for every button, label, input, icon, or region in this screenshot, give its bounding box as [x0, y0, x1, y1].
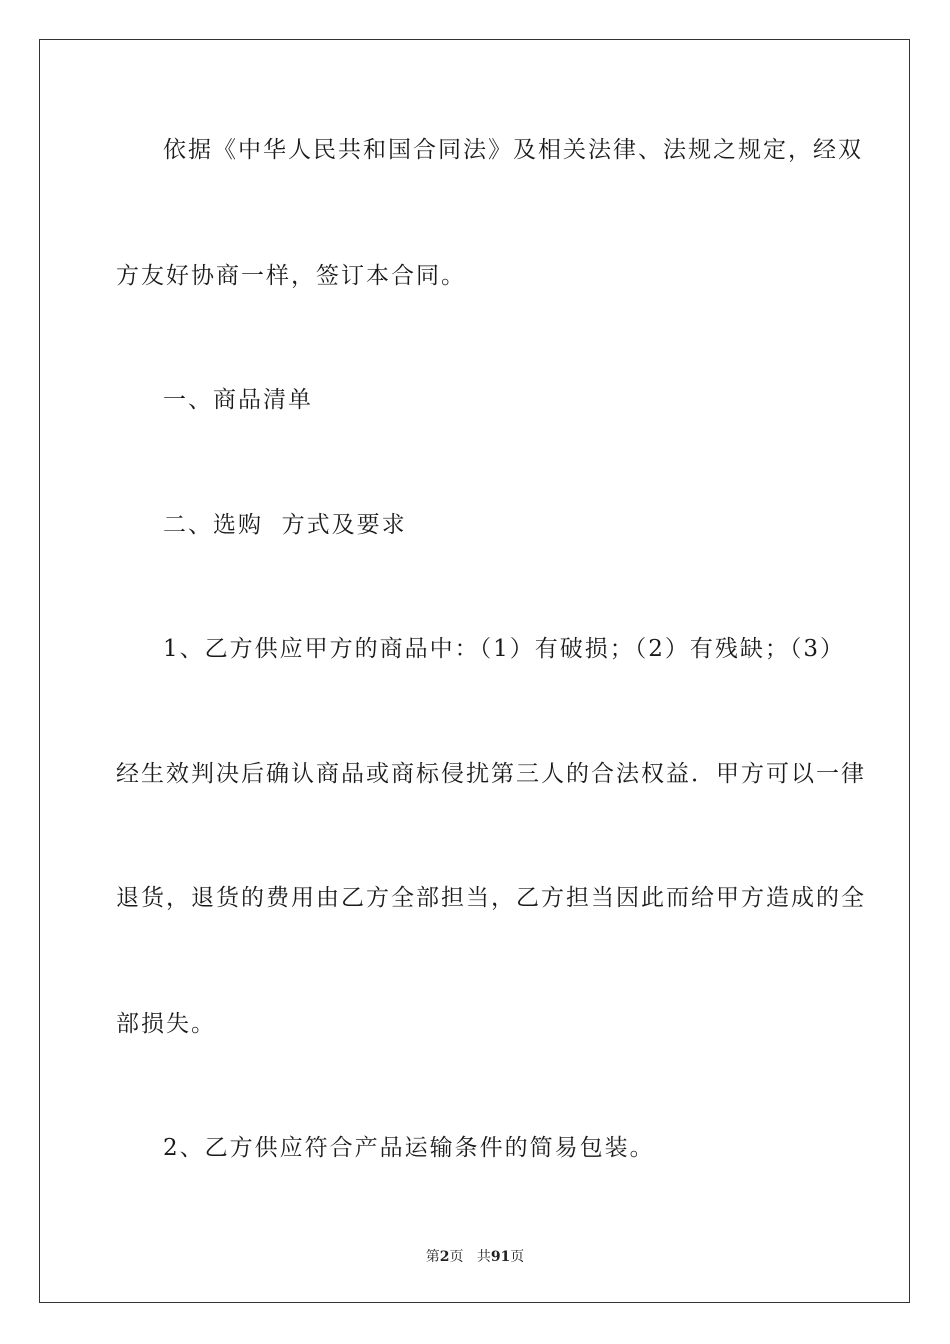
clause-1-line-3: 退货，退货的费用由乙方全部担当，乙方担当因此而给甲方造成的全: [116, 885, 866, 911]
footer-total-suffix: 页: [510, 1249, 525, 1265]
footer-page-suffix: 页: [449, 1249, 464, 1265]
section-heading-1: 一、商品清单: [163, 387, 313, 413]
footer-total-prefix: 共: [476, 1249, 491, 1265]
clause-1-line-1: 1、乙方供应甲方的商品中：（1）有破损；（2）有残缺；（3）: [163, 636, 846, 662]
clause-1-line-2: 经生效判决后确认商品或商标侵扰第三人的合法权益．甲方可以一律: [116, 761, 866, 787]
page-footer: [0, 1246, 950, 1266]
footer-page-number: 2: [439, 1249, 450, 1265]
clause-2-line-1: 2、乙方供应符合产品运输条件的简易包装。: [163, 1135, 655, 1161]
clause-1-line-4: 部损失。: [116, 1011, 216, 1037]
paragraph-line-2: 方友好协商一样，签订本合同。: [116, 263, 466, 289]
section-heading-2: 二、选购 方式及要求: [163, 512, 407, 538]
footer-total-pages: 91: [490, 1249, 511, 1265]
paragraph-line-1: 依据《中华人民共和国合同法》及相关法律、法规之规定，经双: [163, 137, 863, 163]
page-border: [39, 39, 910, 1303]
footer-page-prefix: 第: [425, 1249, 440, 1265]
